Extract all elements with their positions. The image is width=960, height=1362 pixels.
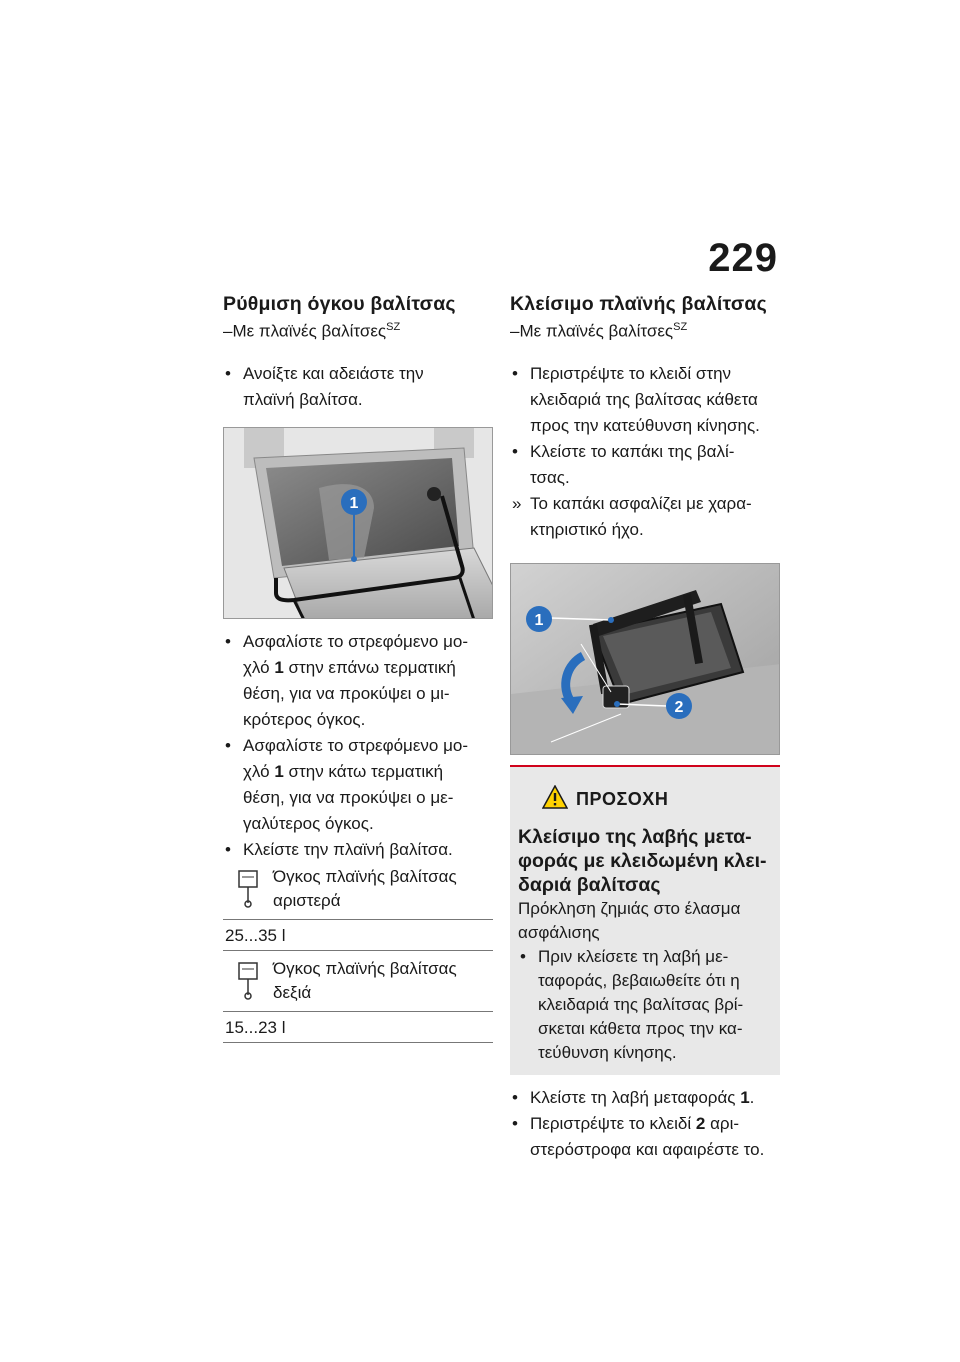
callout-ref: 1 [274, 761, 284, 781]
bullet-mark: • [225, 631, 231, 651]
left-column [223, 292, 493, 1043]
warning-triangle-icon [542, 785, 568, 809]
warning-consequence: Πρόκληση ζημιάς στο έλασμα ασφάλισης [518, 898, 741, 942]
spec-value: 25...35 l [225, 925, 286, 945]
option-mark: SZ [386, 321, 401, 333]
spec-label: Όγκος πλαϊνής βαλίτσας αριστερά [223, 865, 493, 920]
volume-spec-icon [237, 869, 259, 909]
step-remove-key: • Περιστρέψτε το κλειδί 2 αρι- στερόστροφα και αφαιρέστε το. [510, 1111, 780, 1163]
step-turn-key: • Περιστρέψτε το κλειδί στην κλειδαριά της βαλίτσας κάθετα προς την κατεύθυνση κίνησης. [510, 361, 780, 439]
volume-spec-icon [237, 961, 259, 1001]
spec-table-left [223, 865, 493, 951]
spec-table-right [223, 957, 493, 1043]
figure-callout-1: 1 [349, 494, 359, 512]
bullet-mark: • [512, 1113, 518, 1133]
callout-ref: 2 [695, 1113, 706, 1133]
warning-header [518, 785, 772, 817]
result-mark: » [512, 493, 522, 513]
bullet-mark: • [225, 735, 231, 755]
bullet-mark: • [225, 839, 231, 859]
section-heading-close: Κλείσιμο πλαϊνής βαλίτσας [510, 293, 767, 315]
section-subtitle: –Με πλαϊνές βαλίτσες$^{SZ}$ [223, 321, 401, 341]
bullet-mark: • [225, 363, 231, 383]
bullet-mark: • [512, 1087, 518, 1107]
spec-value: 15...23 l [225, 1017, 286, 1037]
step-open-case: • Ανοίξτε και αδειάστε την πλαϊνή βαλίτσα. [223, 361, 493, 413]
page-number: 229 [708, 236, 778, 280]
callout-ref: 1 [740, 1087, 750, 1107]
section-subtitle: –Με πλαϊνές βαλίτσες$^{SZ}$ [510, 321, 688, 341]
warning-title: ΠΡΟΣΟΧΗ [576, 788, 669, 809]
figure-handle-lock [510, 563, 780, 755]
bullet-mark: • [520, 946, 526, 966]
right-column [510, 292, 780, 1163]
warning-instruction: • Πριν κλείσετε τη λαβή με- ταφοράς, βεβαιωθείτε ότι η κλειδαριά της βαλίτσας βρί- σκεται κάθετα προς την κα- τεύθυνση κίνησης. [520, 946, 744, 1062]
step-lock-lower: • Ασφαλίστε το στρεφόμενο μο- χλό 1 στην κάτω τερματική θέση, για να προκύψει ο με- γαλύτερος όγκος. [223, 733, 493, 837]
step-close-handle: • Κλείστε τη λαβή μεταφοράς 1. [510, 1085, 780, 1111]
result-lid-locks: » Το καπάκι ασφαλίζει με χαρα- κτηριστικό ήχο. [510, 491, 780, 543]
handle-lock-illustration [511, 564, 780, 755]
figure-callout-1: 1 [534, 611, 544, 629]
section-heading-volume: Ρύθμιση όγκου βαλίτσας [223, 293, 456, 315]
bullet-mark: • [512, 363, 518, 383]
case-interior-illustration [224, 428, 493, 619]
step-lock-upper: • Ασφαλίστε το στρεφόμενο μο- χλό 1 στην επάνω τερματική θέση, για να προκύψει ο μι- κρότερος όγκος. [223, 629, 493, 733]
bullet-mark: • [512, 441, 518, 461]
step-close-lid: • Κλείστε το καπάκι της βαλί- τσας. [510, 439, 780, 491]
step-close-case: • Κλείστε την πλαϊνή βαλίτσα. [223, 837, 493, 863]
figure-case-interior [223, 427, 493, 619]
spec-label: Όγκος πλαϊνής βαλίτσας δεξιά [223, 957, 493, 1012]
option-mark: SZ [673, 321, 688, 333]
figure-callout-2: 2 [674, 698, 684, 716]
warning-box [510, 765, 780, 1075]
warning-heading: Κλείσιμο της λαβής μετα- φοράς με κλειδωμένη κλει- δαριά βαλίτσας [518, 825, 767, 896]
callout-ref: 1 [274, 657, 284, 677]
